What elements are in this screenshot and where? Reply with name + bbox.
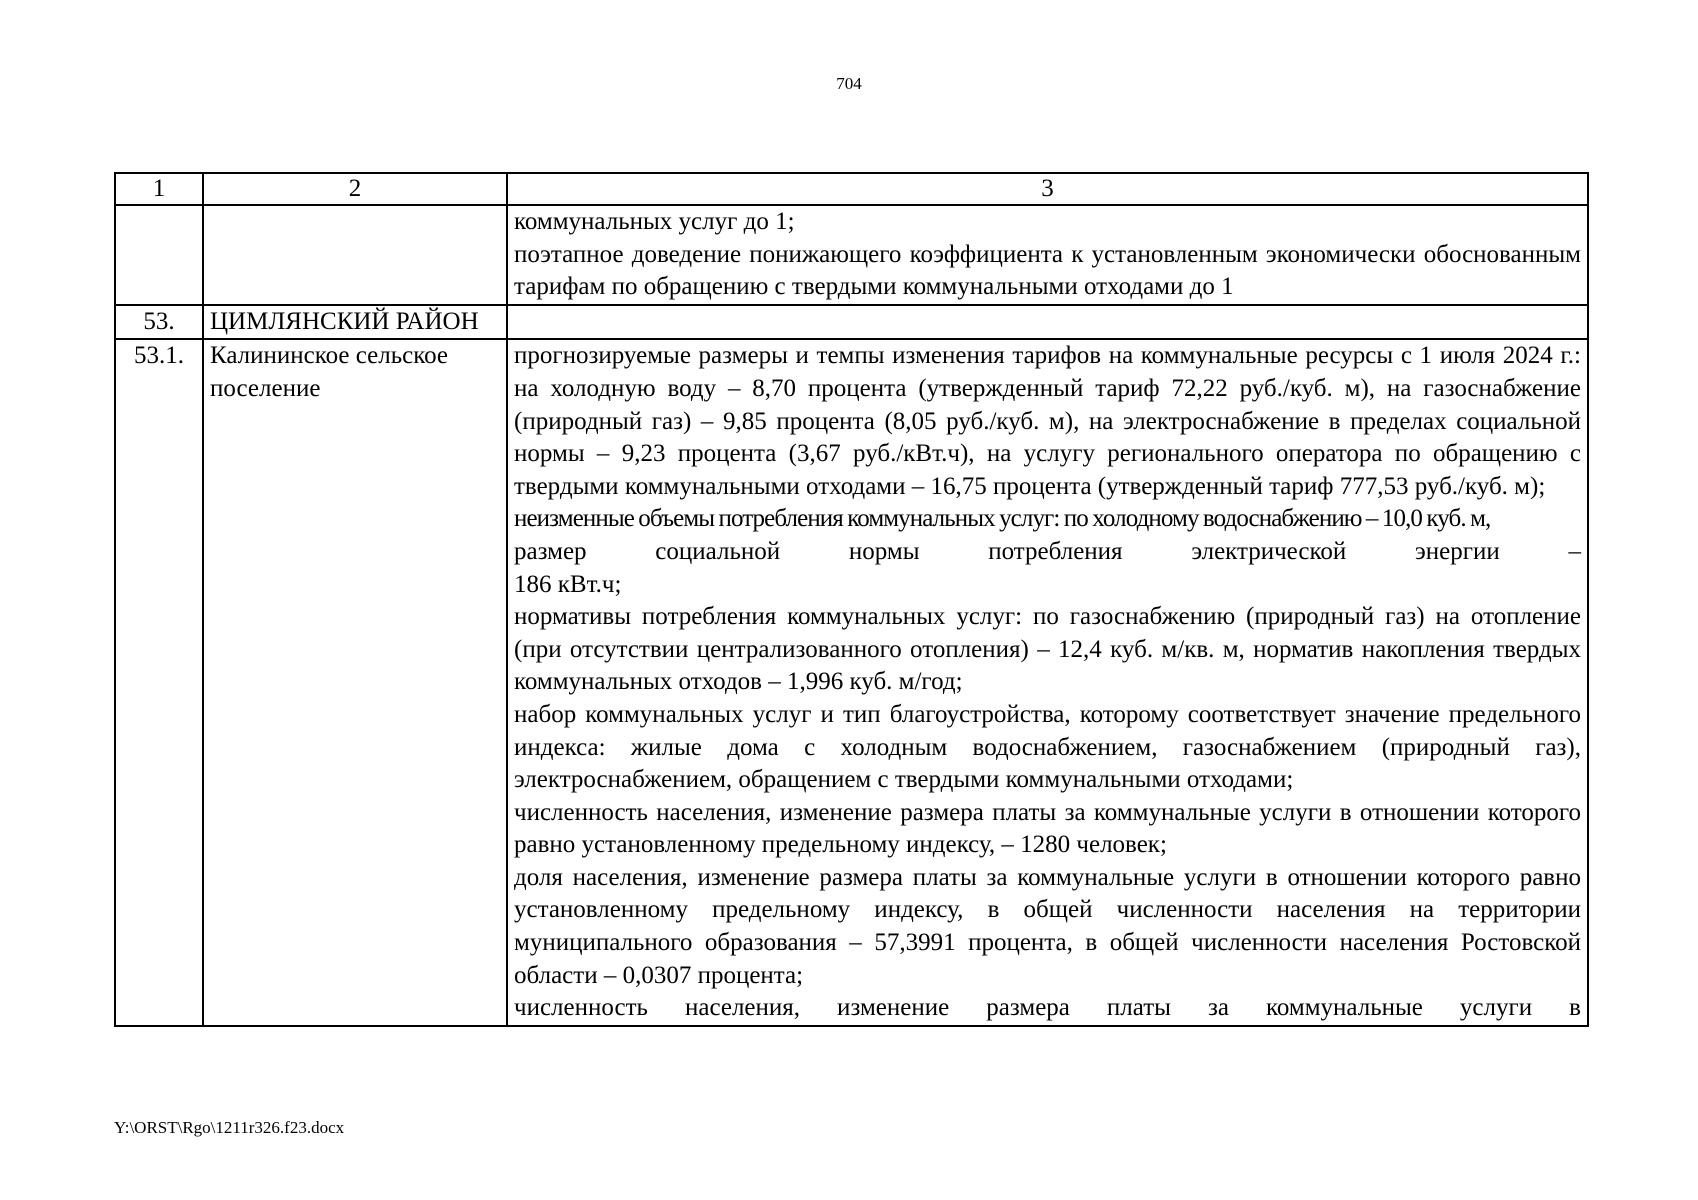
settlement-name: Калининское сельское поселение: [203, 339, 507, 1025]
consumption-volume-paragraph: неизменные объемы потребления коммунальных услуг: по холодному водоснабжению – 10,0 куб. м,: [514, 505, 1491, 533]
district-name: ЦИМЛЯНСКИЙ РАЙОН: [203, 305, 507, 340]
consumption-norms-paragraph: нормативы потребления коммунальных услуг: по газоснабжению (природный газ) на отопление (при отсутствии централизованного отопления) – 12,4 куб. м/кв. м, норматив накопления твердых коммунальных отходов – 1,996 куб. м/год;: [514, 603, 1581, 696]
table-header-row: [115, 173, 1588, 205]
social-norm-value: 186 кВт.ч;: [514, 570, 622, 598]
table-row-continuation: [115, 205, 1588, 305]
column-header-2: 2: [203, 173, 507, 205]
document-table: [114, 172, 1589, 1027]
page-number: 704: [836, 74, 862, 93]
content-paragraph: коммунальных услуг до 1;: [514, 208, 795, 235]
population-count-continued-paragraph: численность населения, изменение размера платы за коммунальные услуги в: [514, 994, 1581, 1022]
table-row-district: [115, 305, 1588, 340]
district-content-cell: [507, 305, 1588, 340]
column-header-3: 3: [507, 173, 1588, 205]
row-name-cell: [203, 205, 507, 305]
population-share-paragraph: доля населения, изменение размера платы за коммунальные услуги в отношении которого равно установленному предельному индексу, в общей численности населения на территории муниципального образования – 57,3991 процента, в общей численности населения Ростовской области – 0,0307 процента;: [514, 863, 1581, 989]
row-number-cell: [115, 205, 203, 305]
file-path-footer: Y:\ORST\Rgo\1211r326.f23.docx: [114, 1118, 345, 1137]
row-content-cell: [507, 205, 1588, 305]
social-norm-paragraph: размер социальной нормы потребления электрической энергии –: [514, 537, 1581, 565]
services-set-paragraph: набор коммунальных услуг и тип благоустройства, которому соответствует значение предельного индекса: жилые дома с холодным водоснабжением, газоснабжением (природный газ), электроснабжением, обращением с твердыми коммунальными отходами;: [514, 700, 1581, 794]
district-number: 53.: [115, 305, 203, 340]
table-row-settlement: [115, 339, 1588, 1025]
settlement-content-cell: [507, 339, 1588, 1025]
settlement-number: 53.1.: [115, 339, 203, 1025]
content-paragraph: поэтапное доведение понижающего коэффициента к установленным экономически обоснованным тарифам по обращению с твердыми коммунальными отходами до 1: [514, 240, 1581, 301]
column-header-1: 1: [115, 173, 203, 205]
tariff-forecast-paragraph: прогнозируемые размеры и темпы изменения тарифов на коммунальные ресурсы с 1 июля 2024 г.: на холодную воду – 8,70 процента (утвержденный тариф 72,22 руб./куб. м), на газоснабжение (природный газ) – 9,85 процента (8,05 руб./куб. м), на электроснабжение в пределах социальной нормы – 9,23 процента (3,67 руб./кВт.ч), на услугу регионального оператора по обращению с твердыми коммунальными отходами – 16,75 процента (утвержденный тариф 777,53 руб./куб. м);: [514, 342, 1581, 500]
population-count-paragraph: численность населения, изменение размера платы за коммунальные услуги в отношении которого равно установленному предельному индексу, – 1280 человек;: [514, 798, 1581, 859]
